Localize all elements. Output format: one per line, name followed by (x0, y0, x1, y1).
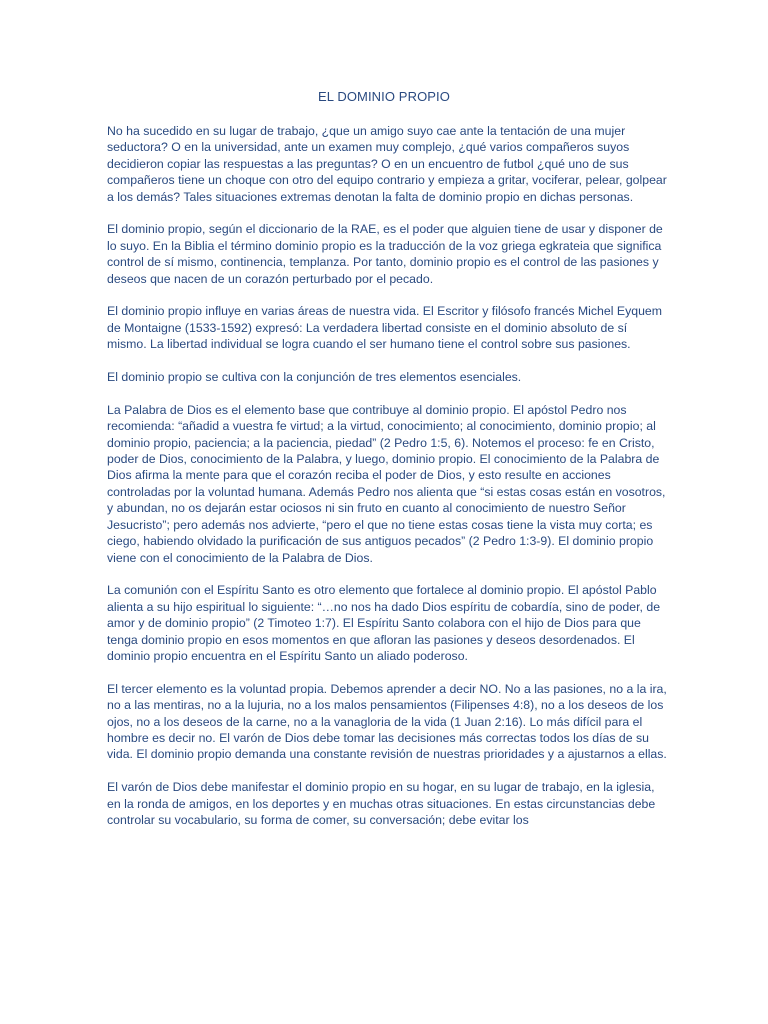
paragraph-three-elements: El dominio propio se cultiva con la conjunción de tres elementos esenciales. (107, 370, 522, 385)
paragraph-manifest: El varón de Dios debe manifestar el dominio propio en su hogar, en su lugar de trabajo, en la iglesia, en la ronda de amigos, en los deportes y en muchas otras situaciones. En estas circunstancias debe controlar su vocabulario, su forma de comer, su conversación; debe evitar los (107, 780, 656, 827)
paragraph-word-of-god: La Palabra de Dios es el elemento base que contribuye al dominio propio. El apóstol Pedro nos recomienda: “añadid a vuestra fe virtud; a la virtud, conocimiento; al conocimiento, dominio propio; al dominio propio, paciencia; a la paciencia, piedad” (2 Pedro 1:5, 6). Notemos el proceso: fe en Cristo, poder de Dios, conocimiento de la Palabra, y luego, dominio propio. El conocimiento de la Palabra de Dios afirma la mente para que el corazón reciba el poder de Dios, y esto resulte en acciones controladas por la voluntad humana. Además Pedro nos alienta que “si estas cosas están en vosotros, y abundan, no os dejarán estar ociosos ni sin fruto en cuanto al conocimiento de nuestro Señor Jesucristo”; pero además nos advierte, “pero el que no tiene estas cosas tiene la vista muy corta; es ciego, habiendo olvidado la purificación de sus antiguos pecados” (2 Pedro 1:3-9). El dominio propio viene con el conocimiento de la Palabra de Dios. (107, 402, 666, 565)
document-title: EL DOMINIO PROPIO (318, 89, 450, 104)
paragraph-holy-spirit: La comunión con el Espíritu Santo es otro elemento que fortalece al dominio propio. El apóstol Pablo alienta a su hijo espiritual lo siguiente: “…no nos ha dado Dios espíritu de cobardía, sino de poder, de amor y de dominio propio” (2 Timoteo 1:7). El Espíritu Santo colabora con el hijo de Dios para que tenga dominio propio en esos momentos en que afloran las pasiones y deseos desordenados. El dominio propio encuentra en el Espíritu Santo un aliado poderoso. (107, 583, 661, 663)
paragraph-own-will: El tercer elemento es la voluntad propia. Debemos aprender a decir NO. No a las pasiones, no a la ira, no a las mentiras, no a la lujuria, no a los malos pensamientos (Filipenses 4:8), no a los deseos de los ojos, no a los deseos de la carne, no a la vanagloria de la vida (1 Juan 2:16). Lo más difícil para el hombre es decir no. El varón de Dios debe tomar las decisiones más correctas todos los días de su vida. El dominio propio demanda una constante revisión de nuestras prioridades y a ajustarnos a ellas. (107, 681, 667, 762)
paragraph-definition: El dominio propio, según el diccionario de la RAE, es el poder que alguien tiene de usar y disponer de lo suyo. En la Biblia el término dominio propio es la traducción de la voz griega egkrateia que significa control de sí mismo, continencia, templanza. Por tanto, dominio propio es el control de las pasiones y deseos que nacen de un corazón perturbado por el pecado. (107, 222, 663, 286)
paragraph-influence: El dominio propio influye en varias áreas de nuestra vida. El Escritor y filósofo francés Michel Eyquem de Montaigne (1533-1592) expresó: La verdadera libertad consiste en el dominio absoluto de sí mismo. La libertad individual se logra cuando el ser humano tiene el control sobre sus pasiones. (107, 304, 662, 352)
paragraph-intro: No ha sucedido en su lugar de trabajo, ¿que un amigo suyo cae ante la tentación de una mujer seductora? O en la universidad, ante un examen muy complejo, ¿qué varios compañeros suyos decidieron copiar las respuestas a las preguntas? O en un encuentro de futbol ¿qué uno de sus compañeros tiene un choque con otro del equipo contrario y empieza a gritar, vociferar, pelear, golpear a los demás? Tales situaciones extremas denotan la falta de dominio propio en dichas personas. (107, 124, 667, 204)
document-body (107, 123, 667, 845)
